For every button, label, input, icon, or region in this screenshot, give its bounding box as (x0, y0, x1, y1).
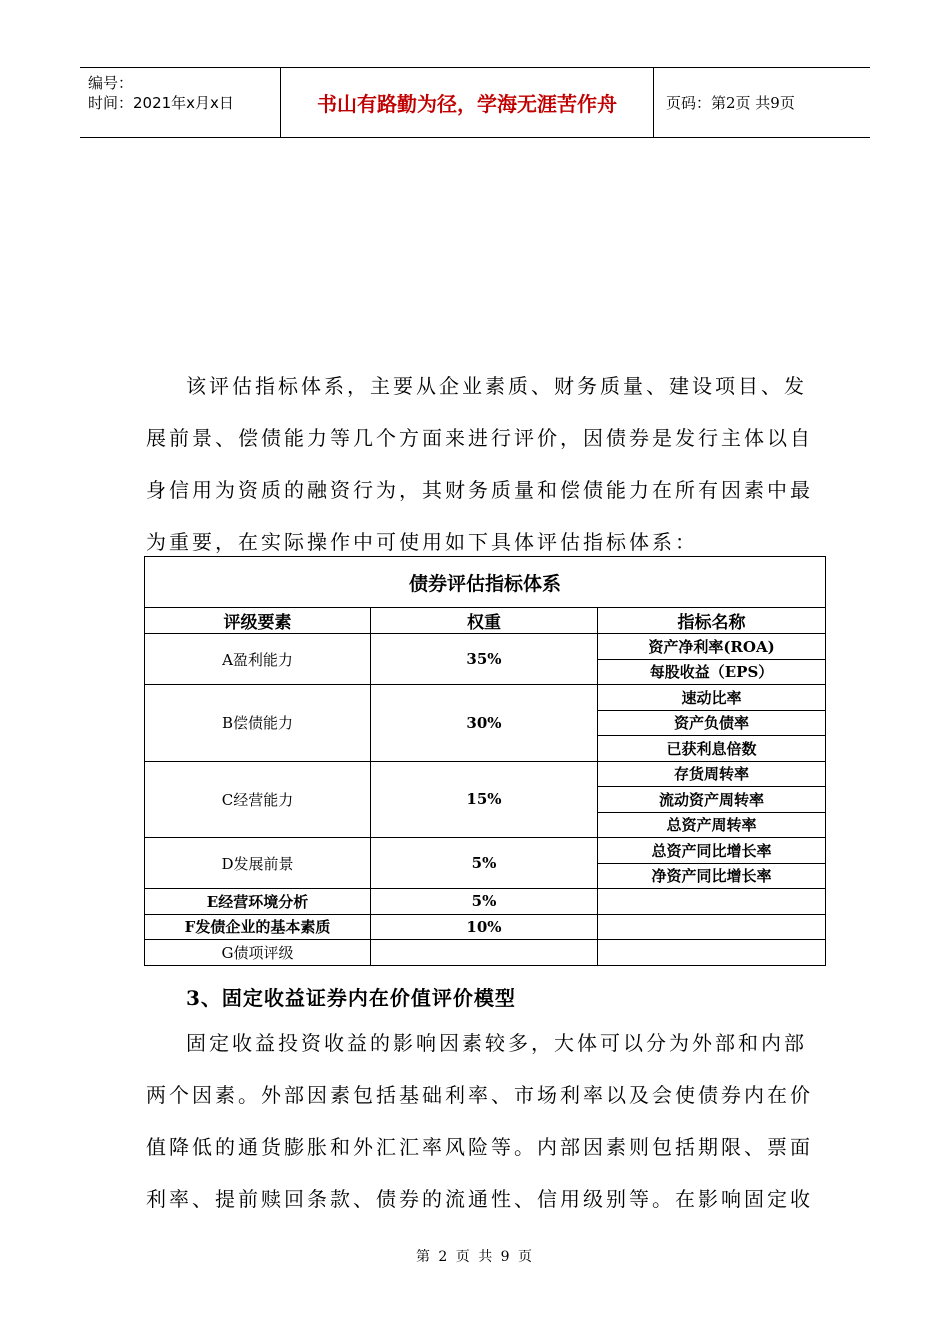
table-row (145, 634, 826, 660)
text-line: 身信用为资质的融资行为，其财务质量和偿债能力在所有因素中最 (146, 478, 813, 502)
page-header (80, 67, 870, 138)
header-meta (80, 68, 281, 137)
indicator-cell: 资产净利率(ROA) (598, 634, 826, 660)
doc-number-label: 编号： (88, 74, 134, 92)
bond-evaluation-table (144, 556, 826, 966)
page-footer: 第 2 页 共 9 页 (415, 1249, 535, 1265)
weight-cell: 15% (371, 761, 598, 838)
indicator-cell: 总资产周转率 (598, 812, 826, 838)
weight-cell: 5% (371, 838, 598, 889)
indicator-cell: 速动比率 (598, 685, 826, 711)
column-header-indicator: 指标名称 (598, 608, 826, 634)
body-paragraph (146, 1017, 813, 1225)
column-header-factor: 评级要素 (145, 608, 371, 634)
table-row (145, 685, 826, 711)
text-line: 值降低的通货膨胀和外汇汇率风险等。内部因素则包括期限、票面 (146, 1135, 813, 1159)
text-line: 两个因素。外部因素包括基础利率、市场利率以及会使债券内在价 (146, 1083, 813, 1107)
weight-cell: 5% (371, 889, 598, 915)
indicator-cell (598, 914, 826, 940)
table-row (145, 940, 826, 966)
table-row (145, 889, 826, 915)
factor-cell: E经营环境分析 (145, 889, 371, 915)
text-line: 利率、提前赎回条款、债券的流通性、信用级别等。在影响固定收 (146, 1187, 813, 1211)
factor-cell: F发债企业的基本素质 (145, 914, 371, 940)
factor-cell: B偿债能力 (145, 685, 371, 762)
factor-cell: G债项评级 (145, 940, 371, 966)
table-row (145, 761, 826, 787)
indicator-cell: 每股收益（EPS） (598, 659, 826, 685)
weight-cell (371, 940, 598, 966)
text-line: 展前景、偿债能力等几个方面来进行评价，因债券是发行主体以自 (146, 426, 813, 450)
header-motto: 书山有路勤为径，学海无涯苦作舟 (281, 68, 654, 137)
factor-cell: A盈利能力 (145, 634, 371, 685)
indicator-cell (598, 889, 826, 915)
factor-cell: D发展前景 (145, 838, 371, 889)
indicator-cell: 流动资产周转率 (598, 787, 826, 813)
indicator-cell: 总资产同比增长率 (598, 838, 826, 864)
text-line: 固定收益投资收益的影响因素较多，大体可以分为外部和内部 (186, 1031, 807, 1055)
weight-cell: 30% (371, 685, 598, 762)
weight-cell: 35% (371, 634, 598, 685)
factor-cell: C经营能力 (145, 761, 371, 838)
weight-cell: 10% (371, 914, 598, 940)
indicator-cell: 净资产同比增长率 (598, 863, 826, 889)
indicator-cell (598, 940, 826, 966)
table-row (145, 914, 826, 940)
indicator-cell: 存货周转率 (598, 761, 826, 787)
doc-time-label: 时间：2021年x月x日 (88, 94, 234, 112)
indicator-cell: 已获利息倍数 (598, 736, 826, 762)
header-page-info: 页码：第2页 共9页 (666, 94, 795, 112)
text-line: 为重要，在实际操作中可使用如下具体评估指标体系： (146, 530, 698, 554)
table-title: 债券评估指标体系 (145, 557, 826, 608)
table-row (145, 838, 826, 864)
column-header-weight: 权重 (371, 608, 598, 634)
indicator-cell: 资产负债率 (598, 710, 826, 736)
text-line: 该评估指标体系，主要从企业素质、财务质量、建设项目、发 (186, 374, 807, 398)
section-heading: 3、固定收益证券内在价值评价模型 (186, 986, 516, 1010)
intro-paragraph (146, 360, 813, 568)
